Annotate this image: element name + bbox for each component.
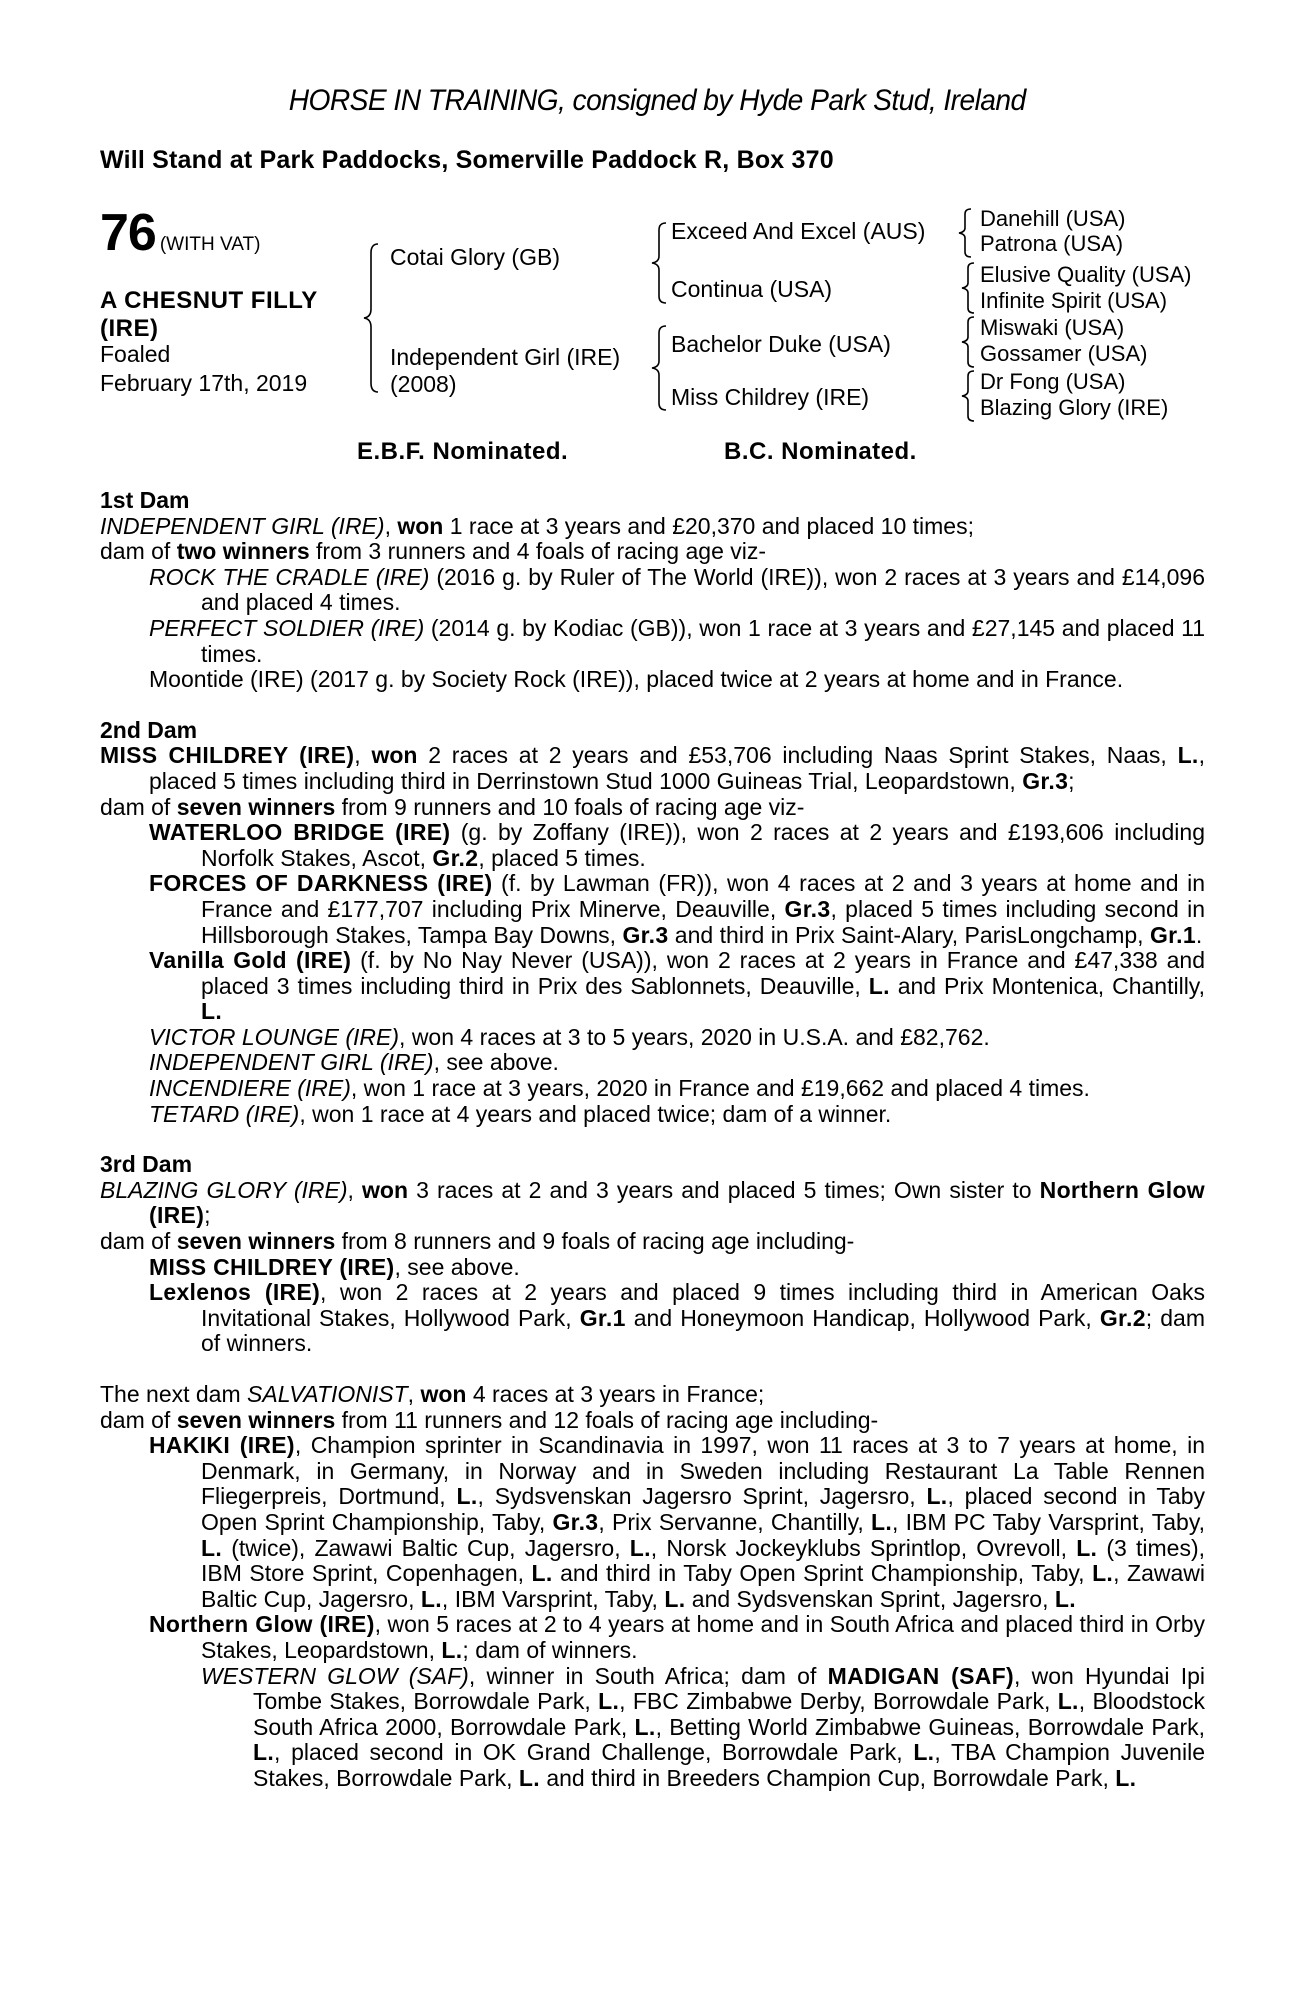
pedigree-sire-dam: Continua (USA) <box>671 276 833 302</box>
horse-name-italic: PERFECT SOLDIER (IRE) <box>149 614 425 641</box>
text-run: , <box>407 1381 421 1407</box>
bold-text: two winners <box>176 538 310 565</box>
progeny-paragraph <box>100 871 1205 948</box>
text-run: 2 races at 2 years and £53,706 including Naas Sprint Stakes, Naas, <box>417 742 1178 769</box>
bold-highlight: L. <box>1076 1534 1098 1561</box>
progeny-paragraph <box>100 820 1205 871</box>
bold-highlight: L. <box>441 1636 463 1663</box>
text-run: , <box>347 1176 363 1203</box>
horse-name-italic: INDEPENDENT GIRL (IRE) <box>149 1049 434 1076</box>
pedigree-ggs-7: Dr Fong (USA) <box>980 369 1126 394</box>
bold-highlight: L. <box>1115 1764 1137 1791</box>
bold-highlight: L. <box>629 1534 651 1561</box>
dam-paragraph <box>100 1178 1205 1229</box>
bold-highlight: Northern Glow (IRE) <box>149 1176 1206 1229</box>
text-run: 4 races at 3 years in France; <box>466 1381 765 1407</box>
dam-line-text <box>100 488 1205 1792</box>
text-run: , <box>384 512 398 539</box>
horse-name-italic: INCENDIERE (IRE) <box>149 1075 351 1102</box>
pedigree-bracket-gs1 <box>957 208 975 258</box>
horse-name-italic: TETARD (IRE) <box>149 1100 300 1127</box>
text-run: and Honeymoon Handicap, Hollywood Park, <box>625 1304 1100 1331</box>
dam-paragraph <box>100 743 1205 794</box>
foaled-label: Foaled <box>100 341 171 367</box>
progeny-paragraph <box>100 1664 1205 1792</box>
bold-highlight: L. <box>870 1508 893 1535</box>
text-run: dam of <box>100 793 177 820</box>
text-run: , placed 5 times including second in Hillsborough Stakes, Tampa Bay Downs, <box>201 895 1205 948</box>
section-heading: 1st Dam <box>100 487 190 513</box>
progeny-paragraph <box>100 948 1205 1025</box>
bold-highlight: L. <box>420 1585 442 1612</box>
bold-highlight: Gr.2 <box>432 844 479 871</box>
text-run: , won 2 races at 2 years and placed 9 times including third in American Oaks Invitational Stakes, Hollywood Park, <box>201 1279 1205 1331</box>
lot-description <box>100 287 318 343</box>
lot-number: 76 <box>100 204 156 262</box>
pedigree-bracket-gs4 <box>960 370 978 422</box>
progeny-paragraph <box>100 1025 1205 1051</box>
bold-highlight: L. <box>1054 1585 1076 1612</box>
text-run: , won 4 races at 3 to 5 years, 2020 in U.S.A. and £82,762. <box>399 1023 990 1050</box>
pedigree-ggs-5: Miswaki (USA) <box>980 315 1125 340</box>
horse-name-italic: BLAZING GLORY (IRE) <box>100 1176 348 1203</box>
bold-highlight: L. <box>913 1739 935 1766</box>
pedigree-ggs-2: Patrona (USA) <box>980 231 1124 256</box>
pedigree-ggs-4: Infinite Spirit (USA) <box>980 288 1168 313</box>
bold-highlight: Gr.1 <box>579 1304 626 1331</box>
text-run: , won 1 race at 3 years, 2020 in France and £19,662 and placed 4 times. <box>350 1075 1090 1102</box>
text-run: and third in Prix Saint-Alary, ParisLongchamp, <box>668 921 1150 948</box>
horse-name-italic: INDEPENDENT GIRL (IRE) <box>100 512 385 539</box>
progeny-paragraph <box>100 1102 1205 1128</box>
horse-name-italic: ROCK THE CRADLE (IRE) <box>149 563 430 590</box>
bold-text: seven winners <box>176 1228 336 1255</box>
text-run: , Prix Servanne, Chantilly, <box>598 1508 871 1535</box>
text-run: (f. by No Nay Never (USA)), won 2 races at 2 years in France and £47,338 and placed 3 times including third in Prix des Sablonnets, Deauville, <box>201 947 1206 999</box>
text-run: , placed 5 times. <box>478 844 646 871</box>
bold-highlight: L. <box>1092 1560 1114 1587</box>
progeny-paragraph <box>100 616 1205 667</box>
progeny-paragraph <box>100 667 1205 693</box>
text-run: from 9 runners and 10 foals of racing age viz- <box>335 793 805 820</box>
text-run: from 11 runners and 12 foals of racing age including- <box>335 1406 879 1433</box>
bold-text: won <box>397 512 444 539</box>
text-run: from 3 runners and 4 foals of racing age viz- <box>309 538 767 565</box>
foaled-date: February 17th, 2019 <box>100 370 308 396</box>
text-run: ; dam of winners. <box>201 1304 1205 1357</box>
horse-name-italic: SALVATIONIST <box>247 1381 408 1407</box>
bold-highlight: L. <box>201 1534 223 1561</box>
horse-name-italic: VICTOR LOUNGE (IRE) <box>149 1023 400 1050</box>
text-run: 3 races at 2 and 3 years and placed 5 times; Own sister to <box>408 1176 1040 1203</box>
text-run: and Sydsvenskan Sprint, Jagersro, <box>685 1585 1055 1612</box>
pedigree-bracket-gs2 <box>960 262 978 314</box>
text-run: and third in Breeders Champion Cup, Borrowdale Park, <box>539 1764 1116 1791</box>
bold-highlight: WATERLOO BRIDGE (IRE) <box>149 819 451 846</box>
bold-highlight: Northern Glow (IRE) <box>149 1611 375 1638</box>
bold-highlight: HAKIKI (IRE) <box>149 1432 295 1459</box>
text-run: ; dam of winners. <box>462 1636 638 1663</box>
text-run: , won 5 races at 2 to 4 years at home and in South Africa and placed third in Orby Stakes, Leopardstown, <box>201 1611 1205 1663</box>
pedigree-sire-sire: Exceed And Excel (AUS) <box>671 218 926 244</box>
text-run: (2016 g. by Ruler of The World (IRE)), won 2 races at 3 years and £14,096 and placed 4 times. <box>201 563 1205 616</box>
bold-highlight: L. <box>926 1483 948 1510</box>
text-run: 1 race at 3 years and £20,370 and placed 10 times; <box>443 512 974 539</box>
consignment-line: HORSE IN TRAINING, consigned by Hyde Park Stud, Ireland <box>288 84 1026 117</box>
text-run: , Champion sprinter in Scandinavia in 1997, won 11 races at 3 to 7 years at home, in Denmark, in Germany, in Norway and in Sweden including Restaurant La Table Rennen Fliegerpreis, Dortmund, <box>201 1432 1205 1510</box>
stand-location: Will Stand at Park Paddocks, Somerville Paddock R, Box 370 <box>100 146 834 174</box>
text-run: Moontide (IRE) (2017 g. by Society Rock (IRE)), placed twice at 2 years at home and in France. <box>149 666 1124 693</box>
dam-paragraph <box>100 514 1205 540</box>
pedigree-dam: Independent Girl (IRE) <box>390 344 621 370</box>
bold-highlight: L. <box>868 972 890 999</box>
lot-header <box>100 203 260 263</box>
bold-highlight: Gr.3 <box>552 1508 599 1535</box>
text-run: , placed second in Taby Open Sprint Championship, Taby, <box>201 1483 1205 1535</box>
bold-highlight: Lexlenos (IRE) <box>149 1279 321 1306</box>
text-run: , placed 5 times including third in Derrinstown Stud 1000 Guineas Trial, Leopardstown, <box>149 742 1206 794</box>
pedigree-dam-year: (2008) <box>390 371 457 397</box>
bold-text: won <box>420 1381 467 1407</box>
bc-nomination: B.C. Nominated. <box>724 438 917 465</box>
bold-highlight: L. <box>1177 742 1199 769</box>
text-run: The next dam <box>100 1381 248 1407</box>
bold-highlight: MISS CHILDREY (IRE) <box>100 742 355 769</box>
bold-highlight: L. <box>634 1713 656 1740</box>
bold-highlight: Gr.3 <box>1022 767 1069 794</box>
text-run: , TBA Champion Juvenile Stakes, Borrowdale Park, <box>253 1739 1205 1791</box>
lot-description-line1: A CHESNUT FILLY <box>100 287 318 314</box>
bold-highlight: L. <box>253 1739 275 1766</box>
text-run: , IBM Varsprint, Taby, <box>441 1585 665 1612</box>
dam-paragraph <box>100 795 1205 821</box>
bold-text: seven winners <box>176 1406 336 1433</box>
pedigree-dam-sire: Bachelor Duke (USA) <box>671 331 891 357</box>
lot-description-line2: (IRE) <box>100 315 159 342</box>
text-run: (g. by Zoffany (IRE)), won 2 races at 2 years and £193,606 including Norfolk Stakes, Ascot, <box>201 819 1205 871</box>
text-run: ; <box>1068 767 1075 794</box>
bold-highlight: L. <box>518 1764 540 1791</box>
bold-highlight: MISS CHILDREY (IRE) <box>149 1253 395 1280</box>
text-run: , <box>354 742 372 769</box>
dam-paragraph <box>100 1229 1205 1255</box>
horse-name-italic: WESTERN GLOW (SAF) <box>201 1662 469 1689</box>
text-run: , see above. <box>394 1253 520 1280</box>
foaled-info <box>100 340 307 398</box>
progeny-paragraph <box>100 1433 1205 1612</box>
bold-highlight: L. <box>1057 1688 1079 1715</box>
text-run: and third in Taby Open Sprint Championship, Taby, <box>552 1560 1093 1587</box>
text-run: , see above. <box>433 1049 559 1076</box>
text-run: , placed second in OK Grand Challenge, Borrowdale Park, <box>274 1739 914 1766</box>
pedigree-bracket-dam <box>650 325 670 411</box>
text-run: , Zawawi Baltic Cup, Jagersro, <box>201 1560 1205 1612</box>
pedigree-bracket-gs3 <box>960 316 978 368</box>
progeny-paragraph <box>100 1280 1205 1357</box>
bold-highlight: L. <box>201 998 223 1025</box>
progeny-paragraph <box>100 1076 1205 1102</box>
pedigree-bracket-sire <box>650 222 670 304</box>
text-run: , Norsk Jockeyklubs Sprintlop, Ovrevoll, <box>650 1534 1077 1561</box>
bold-highlight: L. <box>598 1688 620 1715</box>
text-run: , FBC Zimbabwe Derby, Borrowdale Park, <box>619 1688 1058 1715</box>
text-run: ; <box>204 1202 211 1229</box>
vat-note: (WITH VAT) <box>159 234 261 255</box>
bold-highlight: FORCES OF DARKNESS (IRE) <box>149 870 493 897</box>
text-run: , won 1 race at 4 years and placed twice; dam of a winner. <box>299 1100 892 1127</box>
bold-highlight: Vanilla Gold (IRE) <box>149 947 352 974</box>
section-heading: 3rd Dam <box>100 1151 193 1178</box>
bold-highlight: L. <box>456 1483 478 1510</box>
bold-highlight: Gr.3 <box>784 895 831 922</box>
text-run: , winner in South Africa; dam of <box>468 1662 828 1689</box>
dam-paragraph <box>100 1382 1205 1408</box>
text-run: (3 times), IBM Store Sprint, Copenhagen, <box>201 1534 1205 1587</box>
text-run: dam of <box>100 538 177 565</box>
text-run: , Betting World Zimbabwe Guineas, Borrowdale Park, <box>655 1713 1206 1740</box>
dam-paragraph <box>100 1408 1205 1434</box>
bold-highlight: L. <box>664 1585 686 1612</box>
text-run: and Prix Montenica, Chantilly, <box>889 972 1205 999</box>
bold-text: won <box>371 742 418 769</box>
pedigree-ggs-1: Danehill (USA) <box>980 206 1126 231</box>
progeny-paragraph <box>100 1612 1205 1663</box>
section-gap <box>100 1127 1205 1152</box>
pedigree-ggs-3: Elusive Quality (USA) <box>980 262 1192 287</box>
progeny-paragraph <box>100 1050 1205 1076</box>
text-run: (twice), Zawawi Baltic Cup, Jagersro, <box>222 1534 630 1561</box>
dam-paragraph <box>100 539 1205 565</box>
text-run: dam of <box>100 1406 177 1433</box>
section-heading: 2nd Dam <box>100 716 198 743</box>
pedigree-bracket-main <box>362 243 382 393</box>
bold-highlight: Gr.3 <box>622 921 669 948</box>
pedigree-ggs-8: Blazing Glory (IRE) <box>980 395 1169 420</box>
bold-highlight: L. <box>531 1560 553 1587</box>
progeny-paragraph <box>100 1255 1205 1281</box>
progeny-paragraph <box>100 565 1205 616</box>
bold-highlight: MADIGAN (SAF) <box>827 1662 1014 1689</box>
section-gap <box>100 693 1205 718</box>
bold-text: seven winners <box>176 793 336 820</box>
text-run: , Bloodstock South Africa 2000, Borrowdale Park, <box>253 1688 1205 1740</box>
text-run: , IBM PC Taby Varsprint, Taby, <box>892 1508 1206 1535</box>
text-run: , Sydsvenskan Jagersro Sprint, Jagersro, <box>477 1483 927 1510</box>
pedigree-dam-dam: Miss Childrey (IRE) <box>671 384 870 410</box>
text-run: from 8 runners and 9 foals of racing age including- <box>335 1228 855 1255</box>
text-run: (2014 g. by Kodiac (GB)), won 1 race at 3 years and £27,145 and placed 11 times. <box>201 614 1205 667</box>
text-run: , won Hyundai Ipi Tombe Stakes, Borrowdale Park, <box>253 1662 1205 1715</box>
pedigree-sire: Cotai Glory (GB) <box>390 244 560 270</box>
text-run: . <box>1195 921 1203 948</box>
bold-highlight: Gr.1 <box>1149 921 1196 948</box>
bold-highlight: Gr.2 <box>1099 1304 1146 1331</box>
bold-text: won <box>362 1176 409 1203</box>
pedigree-ggs-6: Gossamer (USA) <box>980 341 1148 366</box>
text-run: dam of <box>100 1228 177 1255</box>
ebf-nomination: E.B.F. Nominated. <box>357 438 569 465</box>
section-gap <box>100 1357 1205 1382</box>
text-run: (f. by Lawman (FR)), won 4 races at 2 and 3 years at home and in France and £177,707 including Prix Minerve, Deauville, <box>201 870 1205 922</box>
